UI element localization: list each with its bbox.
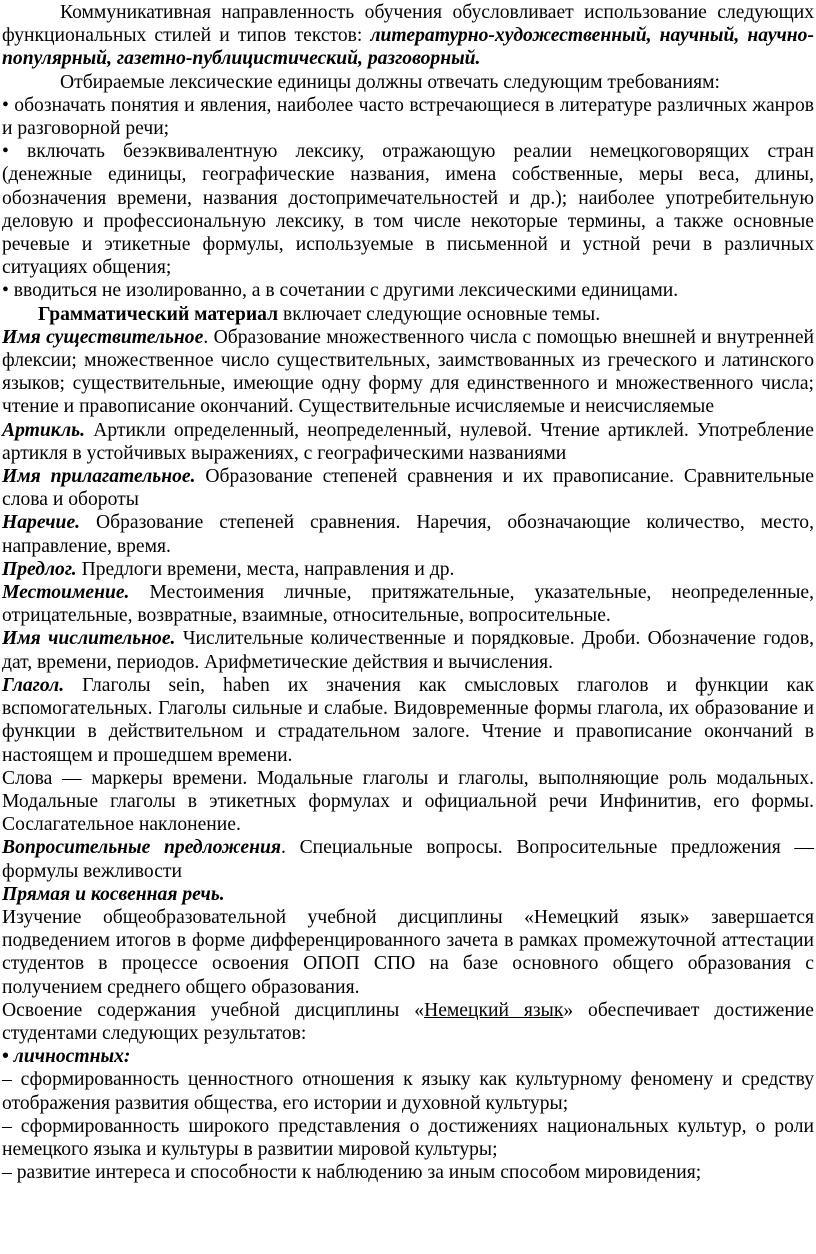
topic-term: Предлог. xyxy=(2,558,77,580)
topic-term: Имя числительное. xyxy=(2,628,176,650)
result-item: – сформированность широкого представления о достижениях национальных культур, о роли немецкого языка и культуры в развитии мировой культуры; xyxy=(2,1115,814,1160)
topic-term: Имя прилагательное. xyxy=(2,466,196,488)
paragraph-text: Коммуникативная направленность обучения обусловливает использование следующих функциональных стилей и типов текстов: xyxy=(2,2,814,47)
topic-verb xyxy=(2,674,814,767)
results-category xyxy=(2,1045,814,1068)
grammar-heading: Грамматический материал xyxy=(38,303,279,325)
topic-noun: Имя существительное. Образование множественного числа с помощью внешней и внутренней флексии; множественное число существительных, заимствованных из греческого и латинского языков; существительные, имеющие одну форму для единственного и множественного числа; чтение и правописание окончаний. Существительные исчисляемые и неисчисляемые xyxy=(2,326,815,418)
topic-preposition xyxy=(2,558,814,581)
topic-term: Глагол. xyxy=(2,674,65,696)
topic-text: Артикли определенный, неопределенный, нулевой. Чтение артиклей. Употребление артикля в устойчивых выражениях, с географическими названиями xyxy=(2,419,815,464)
bullet-item: • вводиться не изолированно, а в сочетании с другими лексическими единицами. xyxy=(2,280,679,302)
paragraph-requirements-intro: Отбираемые лексические единицы должны отвечать следующим требованиям: xyxy=(60,71,720,93)
topic-article xyxy=(2,419,814,465)
category-label: личностных: xyxy=(13,1046,131,1068)
bullet-item: • включать безэквивалентную лексику, отражающую реалии немецкоговорящих стран (денежные единицы, географические названия, имена собственные, меры веса, длины, обозначения времени, названия достопримечательностей и др.); наиболее употребительную деловую и профессиональную лексику, в том числе некоторые термины, а также основные речевые и этикетные формулы, используемые в письменной и устной речи в различных ситуациях общения; xyxy=(2,141,814,279)
final-assessment-paragraph: Изучение общеобразовательной учебной дисциплины «Немецкий язык» завершается подведением итогов в форме дифференцированного зачета в рамках промежуточной аттестации студентов в процессе освоения ОПОП СПО на базе основного общего образования с получением среднего общего образования. xyxy=(2,906,814,998)
topic-term: Вопросительные предложения xyxy=(2,837,281,859)
topic-numeral xyxy=(2,627,814,673)
results-intro: Освоение содержания учебной дисциплины «Немецкий язык» обеспечивает достижение студентами следующих результатов: xyxy=(2,999,814,1044)
topic-text: Образование степеней сравнения. Наречия, обозначающие количество, место, направление, время. xyxy=(2,512,815,557)
grammar-intro-text: включает следующие основные темы. xyxy=(278,303,601,325)
modal-verbs-paragraph: Слова — маркеры времени. Модальные глаголы и глаголы, выполняющие роль модальных. Модальные глаголы в этикетных формулах и официальной речи Инфинитив, его формы. Сослагательное наклонение. xyxy=(2,767,814,836)
result-item: – сформированность ценностного отношения к языку как культурному феномену и средству отображения развития общества, его истории и духовной культуры; xyxy=(2,1069,814,1114)
topic-text: Образование степеней сравнения и их правописание. Сравнительные слова и обороты xyxy=(2,466,815,511)
grammar-intro xyxy=(2,303,814,326)
topic-text: Специальные вопросы. Вопросительные предложения — формулы вежливости xyxy=(2,837,814,882)
topic-text: Образование множественного числа с помощью внешней и внутренней флексии; множественное число существительных, заимствованных из греческого и латинского языков; существительные, имеющие одну форму для единственного и множественного числа; чтение и правописание окончаний. Существительные исчисляемые и неисчисляемые xyxy=(2,326,815,418)
topic-term: Артикль. xyxy=(2,419,85,441)
speech-heading: Прямая и косвенная речь. xyxy=(2,883,225,905)
bullet-marker: • xyxy=(2,1046,14,1068)
topic-text: Предлоги времени, места, направления и др. xyxy=(81,558,455,580)
topic-text: Числительные количественные и порядковые. Дроби. Обозначение годов, дат, времени, периодов. Арифметические действия и вычисления. xyxy=(2,628,814,673)
topic-term: Имя существительное xyxy=(2,326,204,348)
paragraph-text-styles xyxy=(2,1,814,71)
topic-text: Глаголы sein, haben их значения как смысловых глаголов и функции как вспомогательных. Глаголы сильные и слабые. Видовременные формы глагола, их образование и функции в действительном и страдательном залоге. Чтение и правописание окончаний в настоящем и прошедшем времени. xyxy=(2,674,814,766)
topic-adverb xyxy=(2,511,814,557)
topic-term: Наречие. xyxy=(2,512,81,534)
topic-term: Местоимение. xyxy=(2,582,130,604)
topic-pronoun xyxy=(2,581,814,627)
topic-questions: Вопросительные предложения. Специальные вопросы. Вопросительные предложения — формулы вежливости xyxy=(2,837,814,882)
bullet-item: • обозначать понятия и явления, наиболее часто встречающиеся в литературе различных жанров и разговорной речи; xyxy=(2,94,814,140)
discipline-link[interactable]: Немецкий язык xyxy=(424,999,564,1021)
topic-adjective xyxy=(2,465,814,511)
topic-text: Местоимения личные, притяжательные, указательные, неопределенные, отрицательные, возвратные, взаимные, относительные, вопросительные. xyxy=(2,582,814,627)
styles-list: литературно-художественный, научный, научно-популярный, газетно-публицистический, разговорный. xyxy=(2,25,815,70)
result-item: – развитие интереса и способности к наблюдению за иным способом мировидения; xyxy=(2,1162,702,1184)
